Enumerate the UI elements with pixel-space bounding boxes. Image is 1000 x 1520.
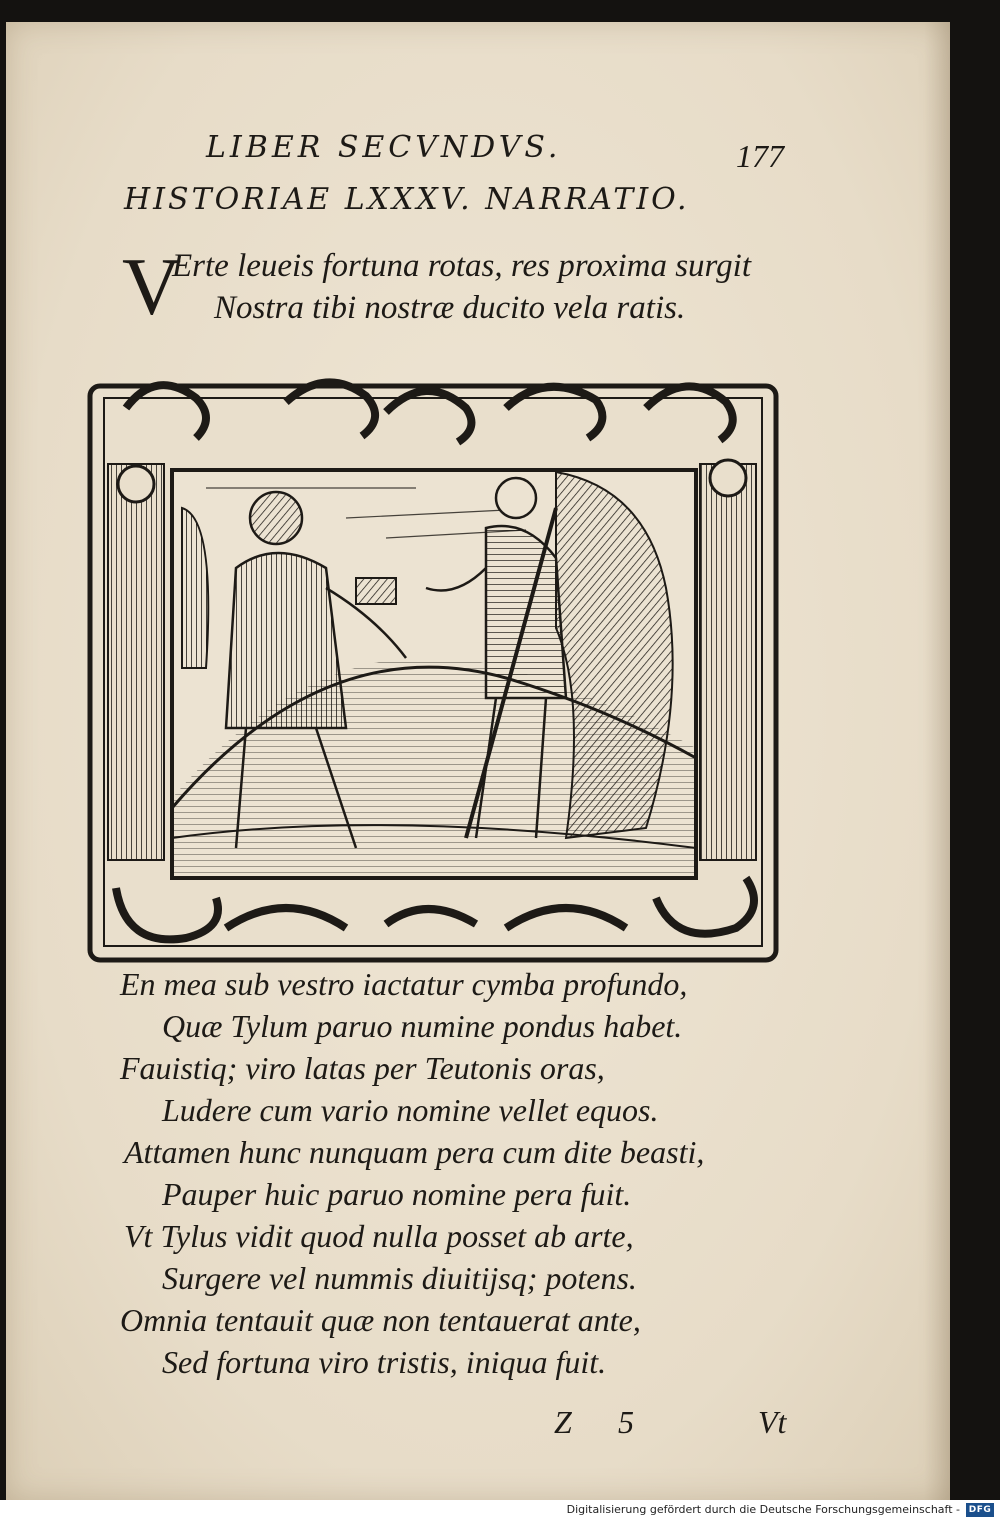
verse-line: Ludere cum vario nomine vellet equos.: [162, 1092, 659, 1128]
woodcut-illustration: [86, 368, 780, 964]
verse-line: Sed fortuna viro tristis, iniqua fuit.: [162, 1344, 607, 1380]
running-head: LIBER SECVNDVS.: [206, 130, 562, 165]
verse-line: Surgere vel nummis diuitijsq; potens.: [162, 1260, 637, 1296]
signature-mark: Z: [554, 1404, 572, 1440]
book-page: [6, 22, 950, 1500]
digitization-footer: [0, 1500, 1000, 1520]
verse-line: Pauper huic paruo nomine pera fuit.: [162, 1176, 632, 1212]
page-edge-shadow: [924, 22, 950, 1500]
verse-line: Attamen hunc nunquam pera cum dite beasti,: [124, 1134, 705, 1170]
verse-line: En mea sub vestro iactatur cymba profundo,: [120, 966, 688, 1002]
page-number: 177: [736, 138, 784, 174]
catchword: Vt: [758, 1404, 787, 1440]
epigraph-line-1: Erte leueis fortuna rotas, res proxima surgit: [172, 248, 752, 284]
epigraph-line-2: Nostra tibi nostræ ducito vela ratis.: [214, 290, 686, 326]
verse-line: Quæ Tylum paruo numine pondus habet.: [162, 1008, 683, 1044]
signature-number: 5: [618, 1404, 634, 1440]
verse-line: Vt Tylus vidit quod nulla posset ab arte,: [124, 1218, 634, 1254]
verse-line: Omnia tentauit quæ non tentauerat ante,: [120, 1302, 641, 1338]
funding-credit: Digitalisierung gefördert durch die Deutsche Forschungsgemeinschaft -: [566, 1503, 960, 1516]
drop-cap: V: [122, 241, 182, 332]
chapter-title: HISTORIAE LXXXV. NARRATIO.: [124, 182, 690, 217]
dfg-logo: DFG: [966, 1503, 994, 1517]
verse-line: Fauistiq; viro latas per Teutonis oras,: [120, 1050, 605, 1086]
